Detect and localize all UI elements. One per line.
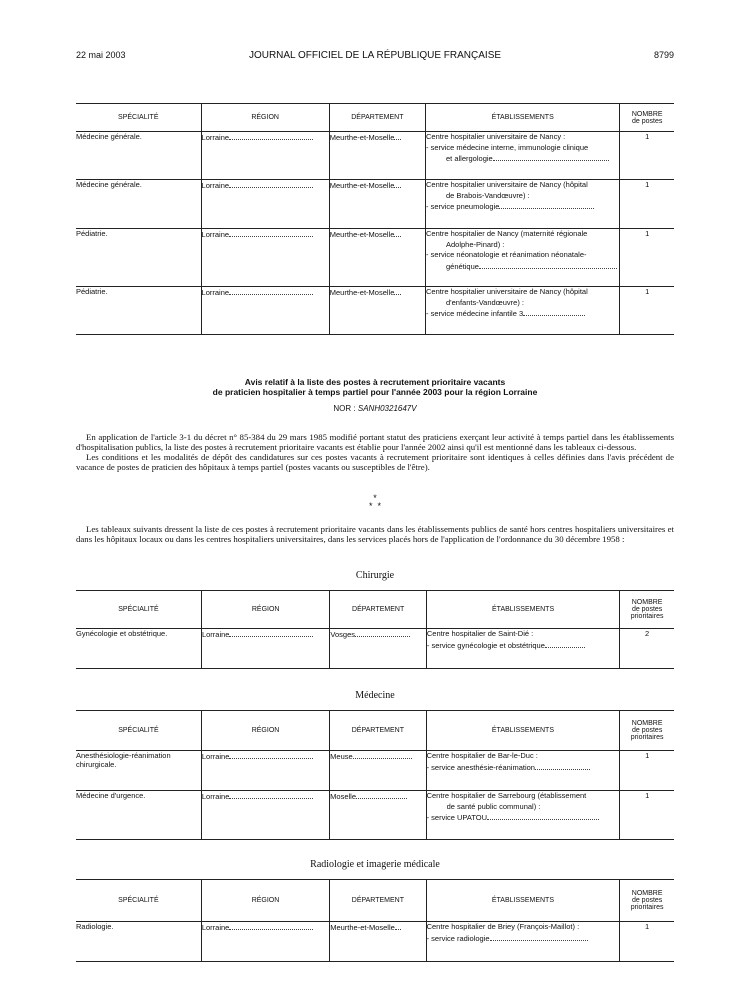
- col-region: RÉGION: [201, 104, 329, 132]
- col-specialite: SPÉCIALITÉ: [76, 711, 201, 751]
- leader-dots: [523, 308, 585, 316]
- cell-departement: Meurthe-et-Moselle: [329, 288, 395, 297]
- col-nombre: NOMBRE de postes prioritaires: [620, 711, 674, 751]
- leader-dots: [394, 229, 400, 237]
- separator-asterisks: * * *: [368, 493, 381, 511]
- cell-region: Lorraine: [201, 181, 230, 190]
- cell-etablissements: [426, 791, 620, 840]
- leader-dots: [487, 812, 599, 820]
- cell-etablissements: [426, 132, 620, 180]
- table-row: [76, 922, 674, 962]
- cell-departement: Meurthe-et-Moselle: [329, 133, 395, 142]
- table-row: [76, 751, 674, 791]
- etab-line: - service médecine infantile 3: [426, 308, 619, 320]
- etab-line: - service gynécologie et obstétrique: [427, 640, 619, 652]
- cell-nombre: 1: [620, 180, 674, 229]
- cell-departement: Meurthe-et-Moselle: [329, 181, 395, 190]
- col-specialite: SPÉCIALITÉ: [76, 104, 201, 132]
- col-region: RÉGION: [201, 711, 329, 751]
- leader-dots: [499, 201, 593, 209]
- leader-dots: [395, 922, 401, 930]
- cell-region: Lorraine: [201, 923, 230, 932]
- etab-line: et allergologie: [426, 153, 619, 165]
- etab-line: Adolphe-Pinard) :: [446, 239, 505, 249]
- etab-line: - service pneumologie: [426, 201, 619, 213]
- cell-specialite: Anesthésiologie-réanimation chirurgicale.: [76, 751, 201, 791]
- cell-specialite: Gynécologie et obstétrique.: [76, 629, 201, 669]
- cell-nombre: 1: [645, 132, 650, 141]
- avis-body-2: [76, 524, 674, 544]
- etab-line: de Brabois-Vandœuvre) :: [446, 190, 530, 200]
- col-etablissements: ÉTABLISSEMENTS: [426, 880, 620, 922]
- section-title-radiologie: Radiologie et imagerie médicale: [310, 859, 440, 870]
- cell-departement: Meurthe-et-Moselle: [329, 230, 395, 239]
- leader-dots: [356, 791, 407, 799]
- table-body: [76, 132, 674, 335]
- cell-etablissements: [426, 229, 620, 287]
- cell-region: Lorraine: [201, 630, 230, 639]
- cell-departement: Vosges: [330, 630, 356, 639]
- cell-nombre: 1: [620, 287, 674, 335]
- table-body: [76, 751, 674, 840]
- etab-line: Centre hospitalier universitaire de Nancy (hôpital: [426, 287, 588, 296]
- etab-line: génétique: [426, 261, 619, 273]
- cell-nombre: 1: [620, 791, 674, 840]
- cell-departement: Moselle: [330, 792, 357, 801]
- cell-specialite: Radiologie.: [76, 922, 201, 962]
- col-departement: DÉPARTEMENT: [330, 880, 426, 922]
- avis-body: [76, 432, 674, 472]
- leader-dots: [535, 762, 590, 770]
- table-body: [76, 629, 674, 669]
- leader-dots: [229, 791, 313, 799]
- section-title-medecine: Médecine: [355, 690, 395, 701]
- cell-nombre: 1: [645, 751, 650, 760]
- leader-dots: [229, 180, 313, 188]
- table-row: [76, 229, 674, 287]
- cell-departement: Meuse: [330, 752, 353, 761]
- cell-specialite: Pédiatrie.: [76, 229, 201, 287]
- leader-dots: [229, 287, 313, 295]
- table-radiologie: [76, 879, 674, 962]
- etab-line: - service anesthésie-réanimation: [427, 762, 620, 774]
- cell-nombre: 1: [620, 229, 674, 287]
- cell-specialite: Pédiatrie.: [76, 287, 201, 335]
- etab-line: - service UPATOU: [427, 812, 620, 824]
- cell-nombre: 1: [645, 922, 650, 931]
- avis-title: Avis relatif à la liste des postes à recrutement prioritaire vacants de praticien hospitalier à temps partiel pour l'année 2003 pour la région Lorraine: [212, 377, 538, 397]
- col-nombre: NOMBRE de postes prioritaires: [620, 880, 674, 922]
- etab-line: Centre hospitalier de Bar-le-Duc :: [426, 751, 538, 760]
- col-departement: DÉPARTEMENT: [329, 104, 425, 132]
- etab-line: Centre hospitalier de Sarrebourg (établissement: [426, 791, 587, 800]
- table-row: [76, 791, 674, 840]
- table-row: [76, 629, 674, 669]
- leader-dots: [394, 287, 400, 295]
- cell-etablissements: [426, 751, 620, 791]
- leader-dots: [229, 751, 313, 759]
- etab-line: Centre hospitalier de Nancy (maternité régionale: [426, 229, 588, 238]
- cell-etablissements: [426, 922, 620, 962]
- col-region: RÉGION: [201, 880, 329, 922]
- table-row: [76, 180, 674, 229]
- nor-reference: NOR : SANH0321647V: [333, 404, 417, 413]
- col-specialite: SPÉCIALITÉ: [76, 591, 201, 629]
- leader-dots: [355, 629, 410, 637]
- header-page-number: 8799: [653, 50, 674, 60]
- col-nombre: NOMBRE de postes prioritaires: [620, 591, 674, 629]
- leader-dots: [545, 640, 585, 648]
- cell-etablissements: [426, 629, 619, 669]
- page-header: [76, 50, 674, 64]
- etab-line: - service radiologie: [427, 933, 620, 945]
- etab-line: d'enfants-Vandœuvre) :: [446, 297, 524, 307]
- etab-line: Centre hospitalier de Briey (François-Maillot) :: [426, 922, 580, 931]
- cell-region: Lorraine: [201, 288, 230, 297]
- table-body: [76, 922, 674, 962]
- leader-dots: [490, 933, 588, 941]
- cell-specialite: Médecine d'urgence.: [76, 791, 201, 840]
- cell-region: Lorraine: [201, 133, 230, 142]
- leader-dots: [394, 132, 400, 140]
- leader-dots: [353, 751, 413, 759]
- table-row: [76, 132, 674, 180]
- leader-dots: [229, 922, 313, 930]
- cell-etablissements: [426, 287, 620, 335]
- section-title-chirurgie: Chirurgie: [355, 570, 395, 581]
- col-departement: DÉPARTEMENT: [330, 591, 426, 629]
- col-etablissements: ÉTABLISSEMENTS: [426, 591, 619, 629]
- header-date: 22 mai 2003: [76, 50, 126, 60]
- col-specialite: SPÉCIALITÉ: [76, 880, 201, 922]
- col-region: RÉGION: [201, 591, 329, 629]
- leader-dots: [493, 153, 609, 161]
- cell-departement: Meurthe-et-Moselle: [330, 923, 395, 932]
- col-nombre: NOMBRE de postes: [620, 104, 674, 132]
- etab-line: Centre hospitalier universitaire de Nancy :: [426, 132, 566, 141]
- leader-dots: [479, 261, 617, 269]
- leader-dots: [394, 180, 400, 188]
- cell-region: Lorraine: [201, 752, 230, 761]
- cell-specialite: Médecine générale.: [76, 132, 201, 180]
- cell-specialite: Médecine générale.: [76, 180, 201, 229]
- col-etablissements: ÉTABLISSEMENTS: [426, 711, 620, 751]
- leader-dots: [229, 132, 313, 140]
- paragraph: Les conditions et les modalités de dépôt des candidatures sur ces postes vacants à recrutement prioritaire sont identiques à celles définies dans l'avis précédent de vacance de postes de praticien des hôpitaux à temps partiel (postes vacants ou susceptibles de l'être).: [76, 452, 674, 472]
- header-journal-title: JOURNAL OFFICIEL DE LA RÉPUBLIQUE FRANÇAISE: [248, 50, 502, 61]
- etab-line: Centre hospitalier de Saint-Dié :: [426, 629, 534, 638]
- table-postes-1: [76, 103, 674, 335]
- cell-region: Lorraine: [201, 792, 230, 801]
- cell-etablissements: [426, 180, 620, 229]
- paragraph: En application de l'article 3-1 du décret n° 85-384 du 29 mars 1985 modifié portant statut des praticiens exerçant leur activité à temps partiel dans les établissements d'hospitalisation publics, la liste des postes à recrutement prioritaire vacants est établie pour l'année 2002 ainsi qu'il est mentionné dans les tableaux ci-dessous.: [76, 432, 674, 452]
- etab-line: de santé public communal) :: [446, 801, 541, 811]
- leader-dots: [229, 629, 313, 637]
- col-etablissements: ÉTABLISSEMENTS: [426, 104, 620, 132]
- etab-line: - service médecine interne, immunologie clinique: [426, 142, 589, 152]
- paragraph: Les tableaux suivants dressent la liste de ces postes à recrutement prioritaire vacants dans les établissements publics de santé hors centres hospitaliers universitaires et dans les hôpitaux locaux ou dans les centres hospitaliers universitaires, dans les services placés hors de l'application de l'ordonnance du 30 décembre 1958 :: [76, 524, 674, 544]
- cell-nombre: 2: [645, 629, 650, 638]
- table-medecine: [76, 710, 674, 840]
- table-chirurgie: [76, 590, 674, 669]
- cell-region: Lorraine: [201, 230, 230, 239]
- etab-line: Centre hospitalier universitaire de Nancy (hôpital: [426, 180, 588, 189]
- leader-dots: [229, 229, 313, 237]
- table-row: [76, 287, 674, 335]
- etab-line: - service néonatologie et réanimation néonatale-: [426, 250, 587, 259]
- col-departement: DÉPARTEMENT: [330, 711, 426, 751]
